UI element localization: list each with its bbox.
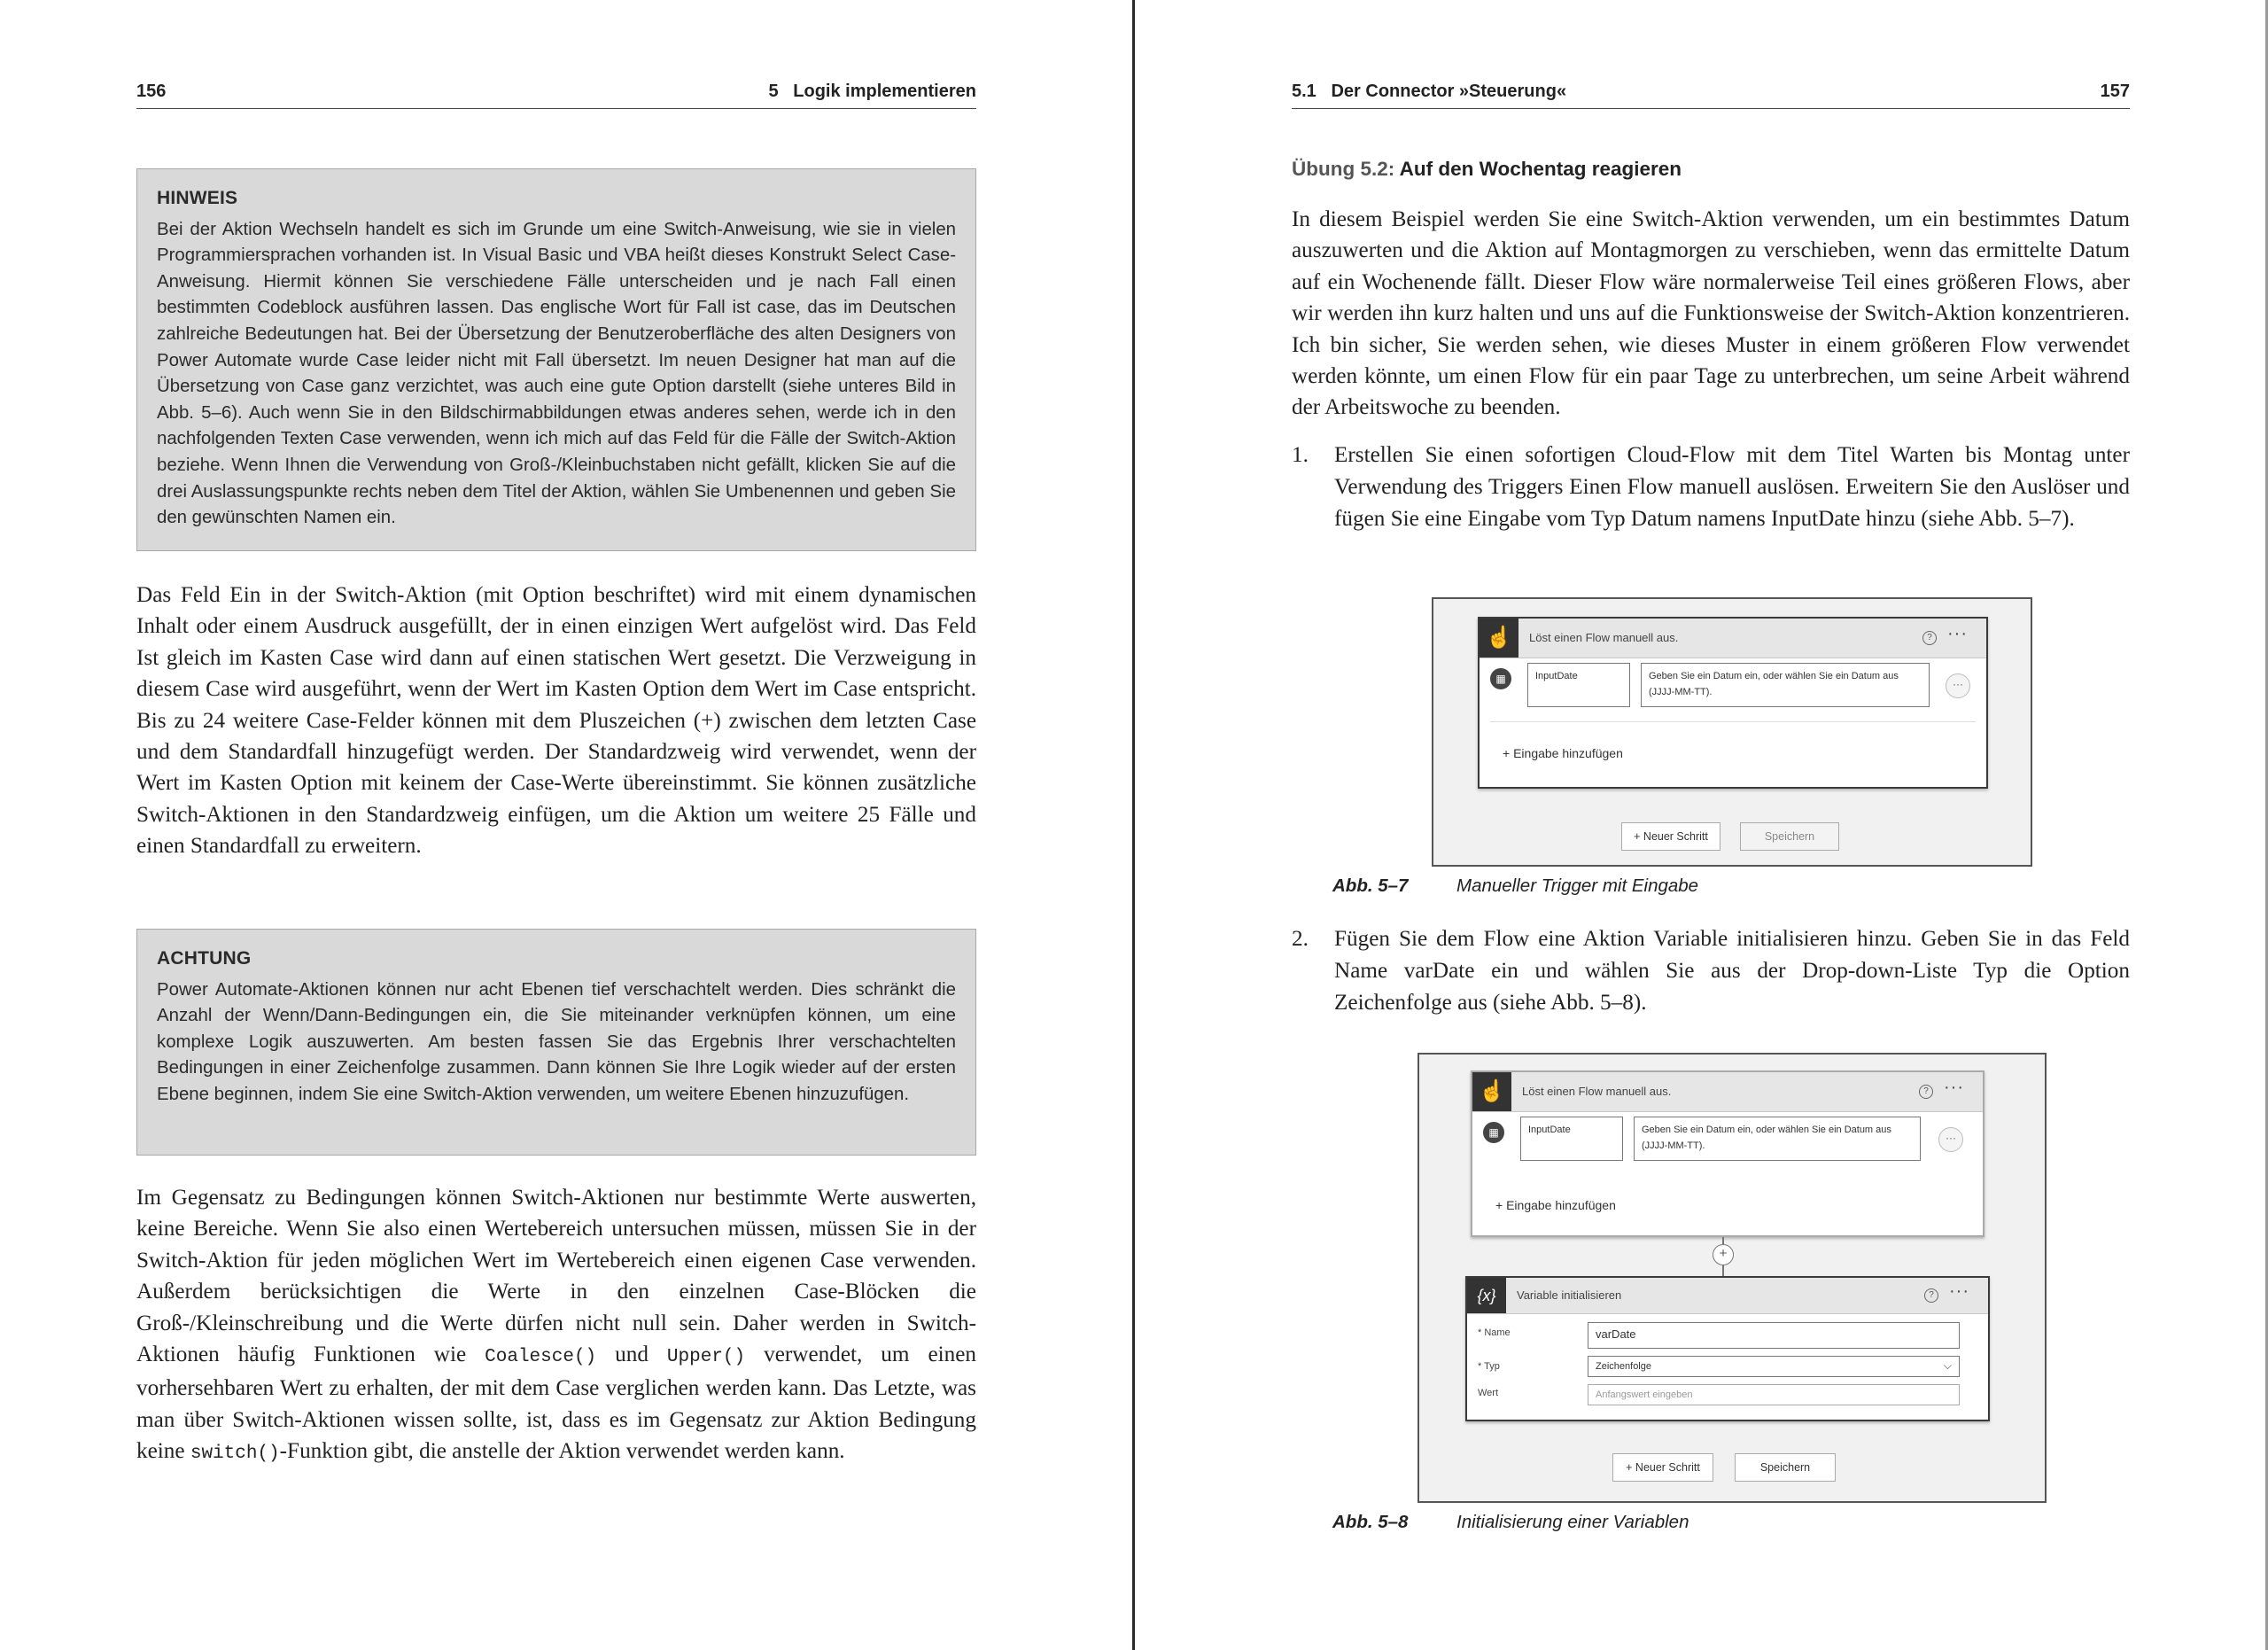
input-hint-field[interactable]: Geben Sie ein Datum ein, oder wählen Sie ein Datum aus (JJJJ-MM-TT). xyxy=(1634,1117,1921,1161)
divider xyxy=(1490,721,1976,722)
trigger-card xyxy=(1471,1070,1984,1237)
save-button[interactable]: Speichern xyxy=(1735,1453,1836,1482)
left-page xyxy=(136,0,976,1650)
step-text: Fügen Sie dem Flow eine Aktion Variable initialisieren hinzu. Geben Sie in das Feld Name varDate ein und wählen Sie aus der Drop-down-Liste Typ die Option Zeichenfolge aus (siehe Abb. 5–8). xyxy=(1334,927,2130,1015)
add-input-label: Eingabe hinzufügen xyxy=(1513,746,1623,760)
add-input-button[interactable] xyxy=(1495,1198,1616,1212)
hinweis-title: HINWEIS xyxy=(157,188,238,208)
code-switch: switch() xyxy=(190,1444,280,1465)
plus-icon: + xyxy=(1495,1198,1507,1212)
caption-label: Abb. 5–8 xyxy=(1332,1512,1409,1532)
more-options-icon[interactable]: ··· xyxy=(1944,1078,1964,1097)
insert-step-icon[interactable]: + xyxy=(1713,1244,1734,1265)
exercise-heading xyxy=(1292,158,1682,181)
save-button[interactable]: Speichern xyxy=(1740,822,1839,851)
achtung-text: Power Automate-Aktionen können nur acht Ebenen tief verschachtelt werden. Dies schränkt die Anzahl der Wenn/Dann-Bedingungen ein, die Sie miteinander verknüpfen können, um eine komplexe Logik auszuwerten. Am besten fassen Sie das Ergebnis Ihrer verschachtelten Bedingungen in einer Zeichenfolge zusammen. Dann können Sie Ihre Logik wieder auf der ersten Ebene beginnen, indem Sie eine Switch-Aktion verwenden, um weitere Ebenen hinzuzufügen. xyxy=(157,979,956,1104)
paragraph-switch-field: Das Feld Ein in der Switch-Aktion (mit Option beschriftet) wird mit einem dynamischen Inhalt oder einem Ausdruck ausgefüllt, der in einen einzigen Wert aufgelöst wird. Das Feld Ist gleich im Kasten Case wird dann auf einen statischen Wert gesetzt. Die Verzweigung in diesem Case wird ausgeführt, wenn der Wert im Kasten Option dem Wert im Case entspricht. Bis zu 24 weitere Case-Felder können mit dem Pluszeichen (+) zwischen dem letzten Case und dem Standardfall hinzugefügt werden. Der Standardzweig wird verwendet, wenn der Wert im Kasten Option mit keinem der Case-Werte übereinstimmt. Sie können zusätzliche Switch-Aktionen in den Standardzweig einfügen, um die Aktion um weitere 25 Fälle und einen Standardfall zu erweitern. xyxy=(136,583,976,859)
new-step-button[interactable]: + Neuer Schritt xyxy=(1621,822,1720,851)
step-text: Erstellen Sie einen sofortigen Cloud-Flow mit dem Titel Warten bis Montag unter Verwendung des Triggers Einen Flow manuell auslösen. Erweitern Sie den Auslöser und fügen Sie eine Eingabe vom Typ Datum namens InputDate hinzu (siehe Abb. 5–7). xyxy=(1334,443,2130,531)
chapter-title: 5 Logik implementieren xyxy=(768,82,976,101)
step-number: 2. xyxy=(1292,927,1309,951)
caption-text: Initialisierung einer Variablen xyxy=(1456,1512,1689,1532)
input-name-field[interactable]: InputDate xyxy=(1520,1117,1623,1161)
variable-card-header xyxy=(1467,1278,1988,1314)
intro-paragraph: In diesem Beispiel werden Sie eine Switch-Aktion verwenden, um ein bestimmtes Datum auszuwerten und die Aktion auf Montagmorgen zu verschieben, wenn das ermittelte Datum auf ein Wochenende fällt. Dieser Flow wäre normalerweise Teil eines größeren Flows, aber wir werden ihn kurz halten und uns auf die Funktionsweise der Switch-Aktion konzentrieren. Ich bin sicher, Sie werden sehen, wie dieses Muster in einem größeren Flow verwendet werden könnte, um einen Flow für ein paar Tage zu unterbrechen, um seine Arbeit während der Arbeitswoche zu beenden. xyxy=(1292,207,2130,420)
trigger-card-header xyxy=(1472,1072,1983,1112)
screenshot-manual-trigger xyxy=(1432,597,2032,867)
code-upper: Upper() xyxy=(666,1347,746,1368)
trigger-title: Löst einen Flow manuell aus. xyxy=(1522,1085,1672,1098)
variable-card xyxy=(1465,1276,1990,1421)
type-selected-value: Zeichenfolge xyxy=(1596,1361,1651,1372)
variable-icon: {x} xyxy=(1467,1278,1506,1313)
field-options-icon[interactable]: ··· xyxy=(1946,673,1970,698)
value-input[interactable]: Anfangswert eingeben xyxy=(1588,1384,1960,1405)
trigger-card-header xyxy=(1480,619,1986,658)
caption-text: Manueller Trigger mit Eingabe xyxy=(1456,876,1699,896)
page-number: 156 xyxy=(136,82,167,101)
book-spine xyxy=(1132,0,1135,1650)
help-icon[interactable]: ? xyxy=(1924,1288,1938,1303)
right-page xyxy=(1292,0,2130,1650)
step-number: 1. xyxy=(1292,443,1309,467)
step-2 xyxy=(1292,923,2130,1019)
figure-caption-5-8 xyxy=(1332,1512,1689,1533)
help-icon[interactable]: ? xyxy=(1919,1085,1933,1099)
hinweis-text: Bei der Aktion Wechseln handelt es sich im Grunde um eine Switch-Anweisung, wie sie in vielen Programmiersprachen vorhanden ist. In Visual Basic und VBA heißt dieses Konstrukt Select Case-Anweisung. Hiermit können Sie verschiedene Fälle unterscheiden und je nach Fall einen bestimmten Codeblock ausführen lassen. Das englische Wort für Fall ist case, das im Deutschen zahlreiche Bedeutungen hat. Bei der Übersetzung der Benutzeroberfläche des alten Designers von Power Automate wurde Case leider nicht mit Fall übersetzt. Im neuen Designer hat man auf die Übersetzung von Case ganz verzichtet, was auch eine gute Option darstellt (siehe unteres Bild in Abb. 5–6). Auch wenn Sie in den Bildschirmabbildungen etwas anderes sehen, werde ich in den nachfolgenden Texten Case verwenden, wenn ich mich auf das Feld für die Fälle der Switch-Aktion beziehe. Wenn Ihnen die Verwendung von Groß-/Kleinbuchstaben nicht gefällt, klicken Sie auf die drei Auslassungspunkte rechts neben dem Titel der Aktion, wählen Sie Umbenennen und geben Sie den gewünschten Namen ein. xyxy=(157,219,956,528)
section-title: 5.1 Der Connector »Steuerung« xyxy=(1292,82,1567,101)
caption-label: Abb. 5–7 xyxy=(1332,876,1409,896)
value-label: Wert xyxy=(1478,1388,1499,1398)
hand-touch-icon: ☝ xyxy=(1480,619,1518,658)
input-name-field[interactable]: InputDate xyxy=(1527,663,1630,707)
paragraph-text: Im Gegensatz zu Bedingungen können Switch-Aktionen nur bestimmte Werte auswerten, keine Bereiche. Wenn Sie also einen Wertebereich untersuchen müssen, müssen Sie in der Switch-Aktion für jeden möglichen Wert im Wertebereich einen eigenen Case verwenden. Außerdem berücksichtigen die Werte in den einzelnen Case-Blöcken die Groß-/Kleinschreibung und die Werte dürfen nicht null sein. Daher werden in Switch-Aktionen häufig Funktionen wie xyxy=(136,1186,976,1367)
name-label: * Name xyxy=(1478,1327,1511,1338)
trigger-title: Löst einen Flow manuell aus. xyxy=(1529,631,1679,644)
exercise-title: Auf den Wochentag reagieren xyxy=(1394,158,1682,180)
calendar-icon: ▦ xyxy=(1483,1122,1504,1143)
name-input[interactable]: varDate xyxy=(1588,1322,1960,1349)
page-number: 157 xyxy=(2100,82,2130,101)
new-step-button[interactable]: + Neuer Schritt xyxy=(1612,1453,1713,1482)
trigger-card xyxy=(1478,617,1988,789)
type-label: * Typ xyxy=(1478,1361,1500,1372)
running-header-right xyxy=(1292,78,2130,109)
paragraph-switch-values xyxy=(136,1182,976,1470)
action-title: Variable initialisieren xyxy=(1517,1288,1622,1302)
paragraph-text: verwendet, um einen vorhersehbaren Wert zu erhalten, der mit dem Case verglichen werden kann. Das Letzte, was man über Switch-Aktionen wissen sollte, ist, dass es im Gegensatz zur Aktion Bedingung keine xyxy=(136,1343,977,1464)
add-input-label: Eingabe hinzufügen xyxy=(1506,1198,1616,1212)
plus-icon: + xyxy=(1503,746,1514,760)
input-hint-field[interactable]: Geben Sie ein Datum ein, oder wählen Sie ein Datum aus (JJJJ-MM-TT). xyxy=(1641,663,1930,707)
more-options-icon[interactable]: ··· xyxy=(1947,624,1968,643)
hinweis-box xyxy=(136,168,976,551)
achtung-title: ACHTUNG xyxy=(157,948,252,969)
chevron-down-icon: ⌵ xyxy=(1943,1359,1952,1372)
screenshot-initialize-variable xyxy=(1418,1053,2047,1503)
calendar-icon: ▦ xyxy=(1490,668,1511,689)
achtung-box xyxy=(136,929,976,1156)
add-input-button[interactable] xyxy=(1503,746,1623,760)
step-1 xyxy=(1292,440,2130,535)
field-options-icon[interactable]: ··· xyxy=(1938,1127,1963,1152)
more-options-icon[interactable]: ··· xyxy=(1949,1281,1969,1301)
paragraph-text: -Funktion gibt, die anstelle der Aktion verwendet werden kann. xyxy=(279,1439,845,1464)
hand-touch-icon: ☝ xyxy=(1472,1072,1511,1111)
paragraph-text: und xyxy=(596,1343,667,1367)
type-dropdown[interactable] xyxy=(1588,1356,1960,1377)
running-header-left xyxy=(136,78,976,109)
code-coalesce: Coalesce() xyxy=(485,1347,597,1368)
help-icon[interactable]: ? xyxy=(1922,631,1937,645)
exercise-number: Übung 5.2: xyxy=(1292,158,1395,180)
figure-caption-5-7 xyxy=(1332,876,1698,897)
